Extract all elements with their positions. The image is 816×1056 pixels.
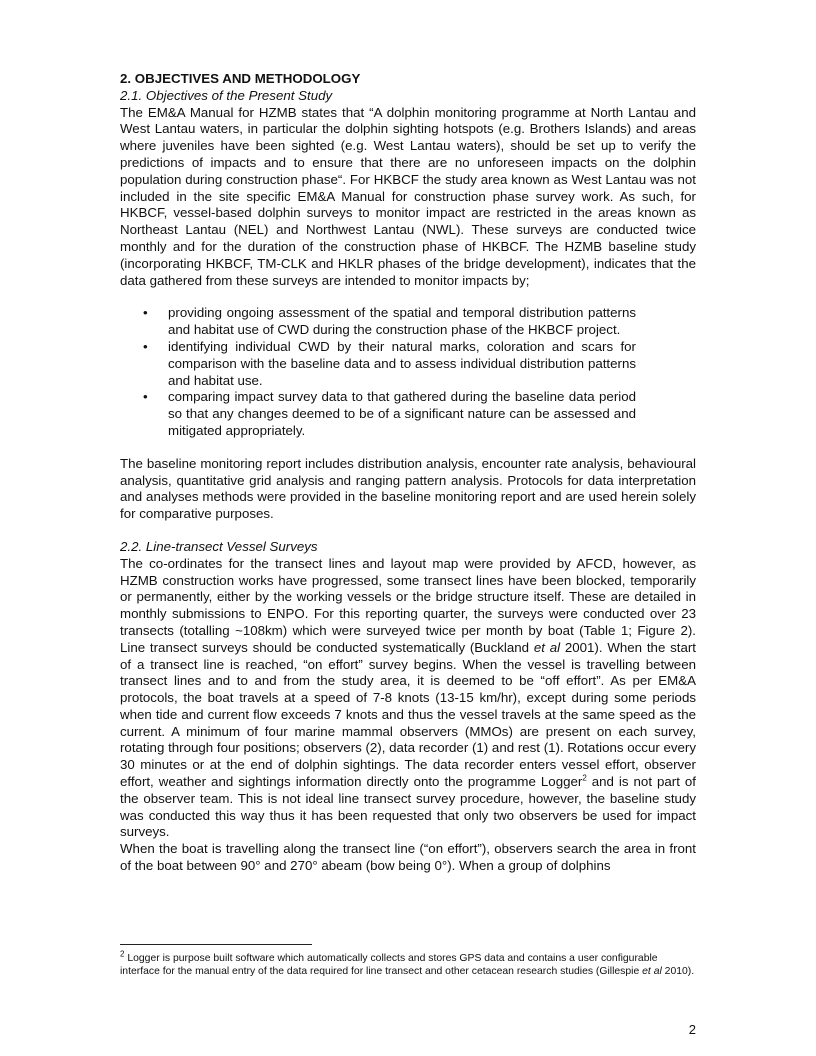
bullet-icon: •	[143, 338, 148, 354]
bullet-item	[120, 339, 696, 389]
et-al-text: et al	[642, 966, 662, 977]
bullet-text: comparing impact survey data to that gathered during the baseline data period so that any changes deemed to be of a significant nature can be assessed and mitigated appropriately.	[168, 389, 636, 438]
bullet-icon: •	[143, 389, 148, 405]
objectives-paragraph: The EM&A Manual for HZMB states that “A dolphin monitoring programme at North Lantau and West Lantau waters, in particular the dolphin sighting hotspots (e.g. Brothers Islands) and areas where juveniles have been sighted (e.g. West Lantau waters), should be set up to verify the predictions of impacts and to ensure that there are no unforeseen impacts on the dolphin population during construction phase“. For HKBCF the study area known as West Lantau was not included in the site specific EM&A Manual for construction phase survey work. As such, for HKBCF, vessel-based dolphin surveys to monitor impact are restricted in the areas known as Northeast Lantau (NEL) and Northwest Lantau (NWL). These surveys are conducted twice monthly and for the duration of the construction phase of HKBCF. The HZMB baseline study (incorporating HKBCF, TM-CLK and HKLR phases of the bridge development), indicates that the data gathered from these surveys are intended to monitor impacts by;	[120, 104, 696, 288]
bullet-icon: •	[143, 305, 148, 321]
objectives-bullet-list	[120, 305, 696, 439]
footnote-marker: 2	[120, 949, 125, 959]
footnote-text: Logger is purpose built software which automatically collects and stores GPS data and contains a user configurable interface for the manual entry of the data required for line transect and other cetacean research studies (Gillespie	[120, 953, 658, 977]
page-number: 2	[688, 1022, 696, 1037]
bullet-item	[120, 305, 696, 339]
footnote-divider	[120, 944, 312, 945]
paragraph-text: 2001). When the start of a transect line is reached, “on effort” survey begins. When the vessel is travelling between transect lines and to and from the study area, it is deemed to be “off effort”. As per EM&A protocols, the boat travels at a speed of 7-8 knots (13-15 km/hr), except during some periods when tide and current flow exceeds 7 knots and thus the vessel travels at the same speed as the current. A minimum of four marine mammal observers (MMOs) are present on each survey, rotating through four positions; observers (2), data recorder (1) and rest (1). Rotations occur every 30 minutes or at the end of dolphin sightings. The data recorder enters vessel effort, observer effort, weather and sightings information directly onto the programme Logger	[120, 639, 696, 790]
paragraph-text: The co-ordinates for the transect lines and layout map were provided by AFCD, however, as HZMB construction works have progressed, some transect lines have been blocked, temporarily or permanently, either by the working vessels or the bridge structure itself. These are detailed in monthly submissions to ENPO. For this reporting quarter, the surveys were conducted over 23 transects (totalling ~108km) which were surveyed twice per month by boat (Table 1; Figure 2). Line transect surveys should be conducted systematically (Buckland	[120, 555, 696, 655]
footnote-reference: 2	[582, 773, 587, 783]
paragraph-text: and is not part of the observer team. This is not ideal line transect survey procedure, however, the baseline study was conducted this way thus it has been requested that only two observers be used for impact surveys.	[120, 774, 697, 840]
main-content	[120, 71, 696, 875]
bullet-item	[120, 389, 696, 439]
subsection-heading-objectives: 2.1. Objectives of the Present Study	[120, 87, 333, 103]
bullet-text: providing ongoing assessment of the spatial and temporal distribution patterns and habitat use of CWD during the construction phase of the HKBCF project.	[168, 305, 636, 338]
et-al-text: et al	[533, 639, 561, 655]
baseline-paragraph: The baseline monitoring report includes distribution analysis, encounter rate analysis, behavioural analysis, quantitative grid analysis and ranging pattern analysis. Protocols for data interpretation and analyses methods were provided in the baseline monitoring report and are used herein solely for comparative purposes.	[120, 455, 696, 522]
footnote	[120, 949, 696, 978]
observer-paragraph: When the boat is travelling along the transect line (“on effort”), observers search the area in front of the boat between 90° and 270° abeam (bow being 0°). When a group of dolphins	[120, 841, 696, 874]
subsection-heading-line-transect: 2.2. Line-transect Vessel Surveys	[120, 538, 318, 554]
section-heading: 2. OBJECTIVES AND METHODOLOGY	[120, 71, 361, 86]
footnote-text: 2010).	[661, 966, 695, 977]
spacer	[120, 523, 696, 539]
line-transect-paragraph	[120, 556, 696, 842]
bullet-text: identifying individual CWD by their natural marks, coloration and scars for comparison with the baseline data and to assess individual distribution patterns and habitat use.	[168, 338, 636, 388]
